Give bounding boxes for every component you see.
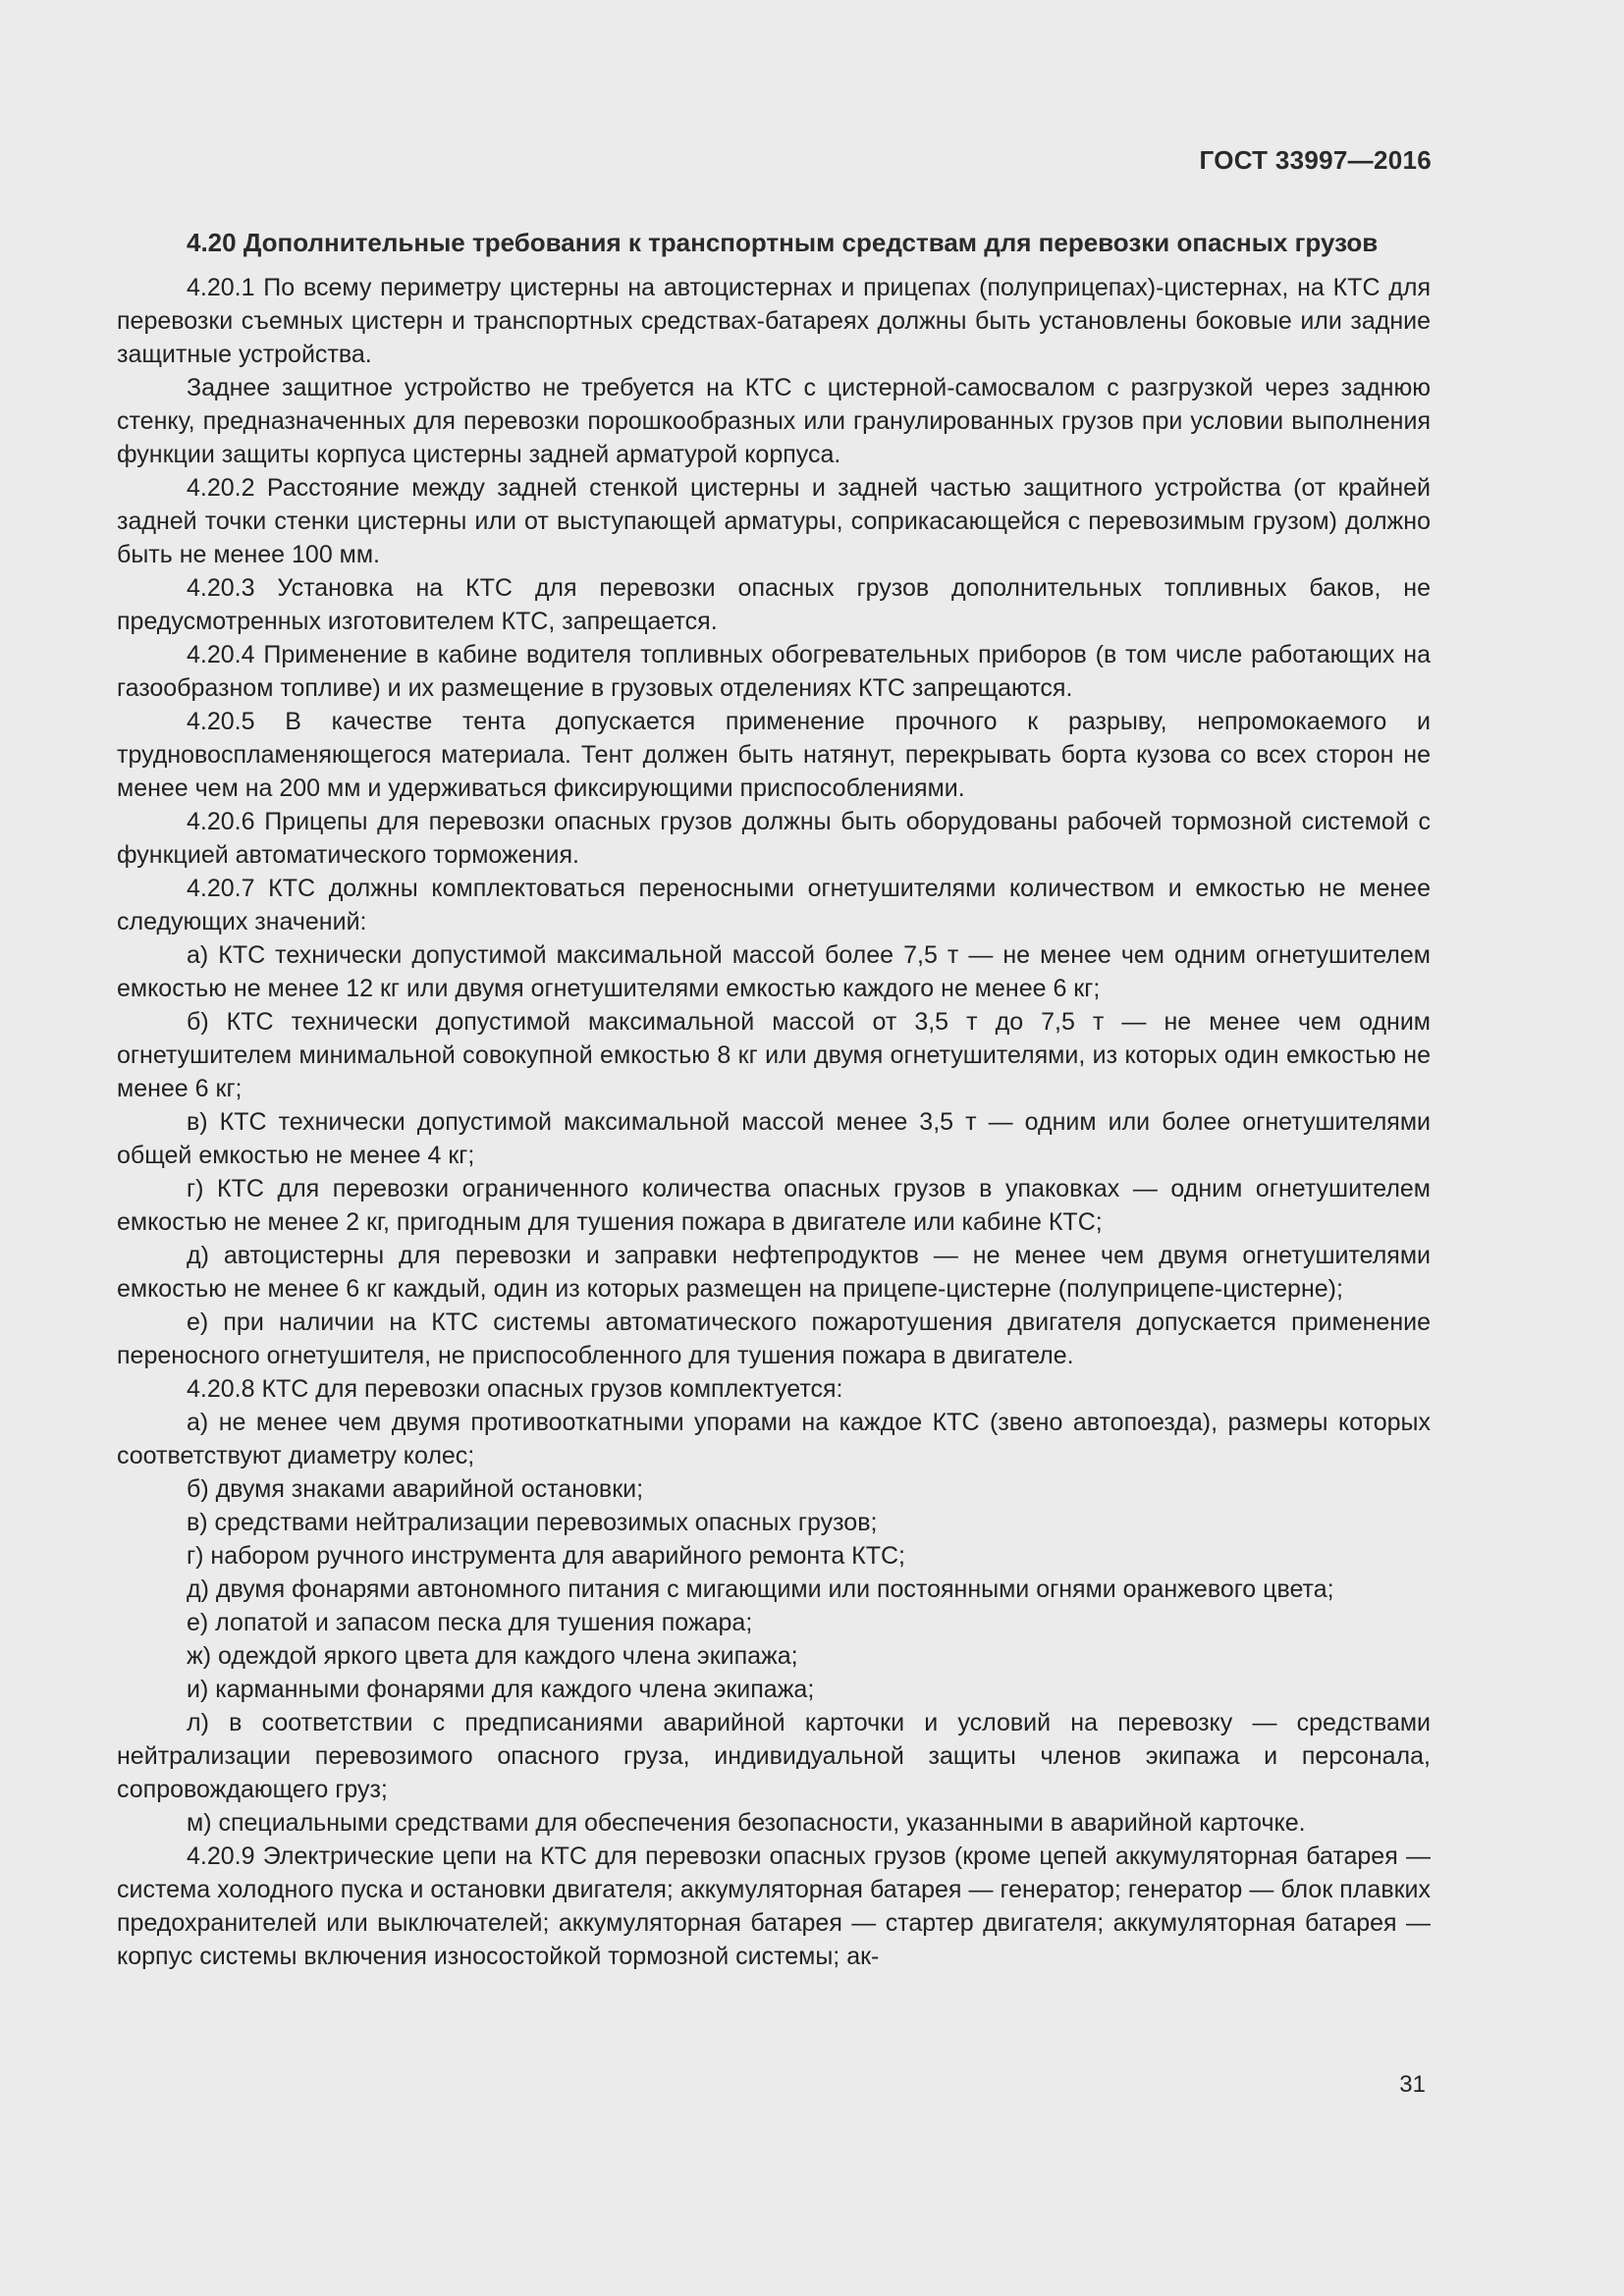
paragraph: 4.20.4 Применение в кабине водителя топливных обогревательных приборов (в том числе работающих на газообразном топливе) и их размещение в грузовых отделениях КТС запрещаются. (117, 641, 1431, 702)
list-item: в) КТС технически допустимой максимальной массой менее 3,5 т — одним или более огнетушителями общей емкостью не менее 4 кг; (117, 1108, 1431, 1169)
list-item: м) специальными средствами для обеспечения безопасности, указанными в аварийной карточке. (187, 1809, 1306, 1837)
paragraph: 4.20.1 По всему периметру цистерны на автоцистернах и прицепах (полуприцепах)-цистернах, на КТС для перевозки съемных цистерн и транспортных средствах-батареях должны быть установлены боковые или задние защитные устройства. (117, 274, 1431, 368)
page-number: 31 (1399, 2071, 1426, 2098)
list-item: е) лопатой и запасом песка для тушения пожара; (187, 1609, 753, 1636)
document-body (117, 221, 1431, 1973)
list-item: е) при наличии на КТС системы автоматического пожаротушения двигателя допускается применение переносного огнетушителя, не приспособленного для тушения пожара в двигателе. (117, 1308, 1431, 1369)
list-item: б) КТС технически допустимой максимальной массой от 3,5 т до 7,5 т — не менее чем одним огнетушителем минимальной совокупной емкостью 8 кг или двумя огнетушителями, из которых один емкостью не менее 6 кг; (117, 1008, 1431, 1102)
paragraph: Заднее защитное устройство не требуется на КТС с цистерной-самосвалом с разгрузкой через заднюю стенку, предназначенных для перевозки порошкообразных или гранулированных грузов при условии выполнения функции защиты корпуса цистерны задней арматурой корпуса. (117, 374, 1431, 468)
list-item: а) КТС технически допустимой максимальной массой более 7,5 т — не менее чем одним огнетушителем емкостью не менее 12 кг или двумя огнетушителями емкостью каждого не менее 6 кг; (117, 941, 1431, 1002)
section-heading: 4.20 Дополнительные требования к транспортным средствам для перевозки опасных грузов (187, 228, 1379, 257)
paragraph: 4.20.2 Расстояние между задней стенкой цистерны и задней частью защитного устройства (от крайней задней точки стенки цистерны или от выступающей арматуры, соприкасающейся с перевозимым грузом) должно быть не менее 100 мм. (117, 474, 1431, 568)
list-item: а) не менее чем двумя противооткатными упорами на каждое КТС (звено автопоезда), размеры которых соответствуют диаметру колес; (117, 1409, 1431, 1469)
list-item: д) автоцистерны для перевозки и заправки нефтепродуктов — не менее чем двумя огнетушителями емкостью не менее 6 кг каждый, один из которых размещен на прицепе-цистерне (полуприцепе-цистерне); (117, 1242, 1431, 1303)
paragraph: 4.20.5 В качестве тента допускается применение прочного к разрыву, непромокаемого и трудновоспламеняющегося материала. Тент должен быть натянут, перекрывать борта кузова со всех сторон не менее чем на 200 мм и удерживаться фиксирующими приспособлениями. (117, 708, 1431, 802)
list-item: б) двумя знаками аварийной остановки; (187, 1475, 644, 1503)
list-item: г) КТС для перевозки ограниченного количества опасных грузов в упаковках — одним огнетушителем емкостью не менее 2 кг, пригодным для тушения пожара в двигателе или кабине КТС; (117, 1175, 1431, 1236)
paragraph: 4.20.9 Электрические цепи на КТС для перевозки опасных грузов (кроме цепей аккумуляторная батарея — система холодного пуска и остановки двигателя; аккумуляторная батарея — генератор; генератор — блок плавких предохранителей или выключателей; аккумуляторная батарея — стартер двигателя; аккумуляторная батарея — корпус системы включения износостойкой тормозной системы; ак- (117, 1842, 1431, 1970)
paragraph: 4.20.7 КТС должны комплектоваться переносными огнетушителями количеством и емкостью не менее следующих значений: (117, 875, 1431, 935)
list-item: д) двумя фонарями автономного питания с мигающими или постоянными огнями оранжевого цвета; (187, 1575, 1334, 1603)
list-item: л) в соответствии с предписаниями аварийной карточки и условий на перевозку — средствами нейтрализации перевозимого опасного груза, индивидуальной защиты членов экипажа и персонала, сопровождающего груз; (117, 1709, 1431, 1803)
list-item: г) набором ручного инструмента для аварийного ремонта КТС; (187, 1542, 906, 1570)
list-item: ж) одеждой яркого цвета для каждого члена экипажа; (187, 1642, 798, 1670)
list-item: в) средствами нейтрализации перевозимых опасных грузов; (187, 1509, 878, 1536)
paragraph: 4.20.3 Установка на КТС для перевозки опасных грузов дополнительных топливных баков, не предусмотренных изготовителем КТС, запрещается. (117, 574, 1431, 635)
paragraph: 4.20.6 Прицепы для перевозки опасных грузов должны быть оборудованы рабочей тормозной системой с функцией автоматического торможения. (117, 808, 1431, 869)
standard-designation: ГОСТ 33997—2016 (1199, 145, 1432, 175)
list-item: и) карманными фонарями для каждого члена экипажа; (187, 1676, 815, 1703)
paragraph: 4.20.8 КТС для перевозки опасных грузов комплектуется: (187, 1375, 843, 1403)
